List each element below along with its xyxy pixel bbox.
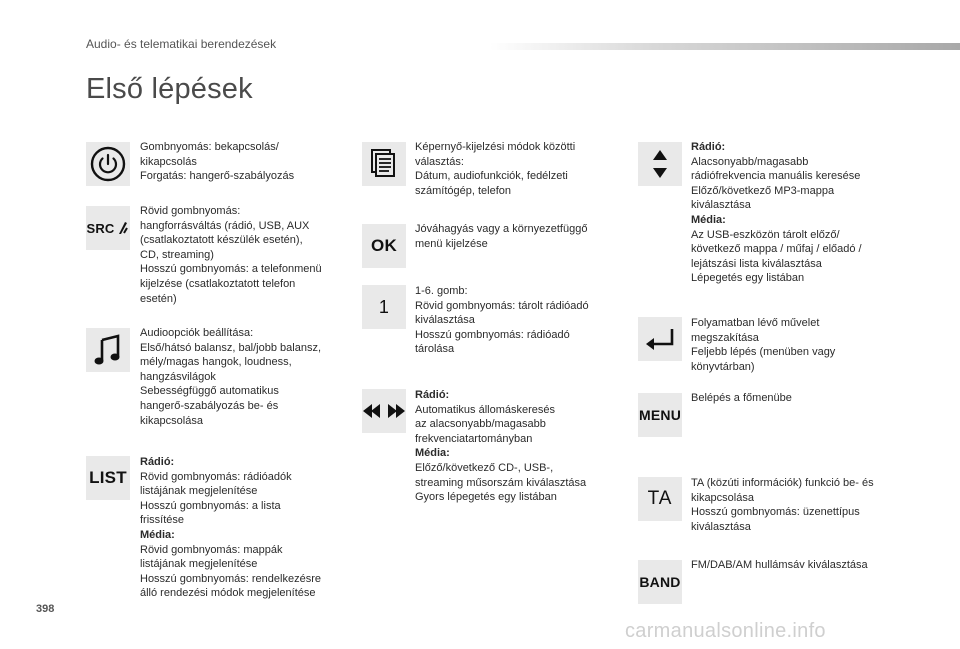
music-note-icon [93, 333, 123, 367]
up-down-button [638, 142, 682, 186]
desc-heading: Média: [415, 447, 450, 460]
ok-button [362, 224, 406, 268]
desc-line: Hosszú gombnyomás: üzenettípus [691, 506, 860, 519]
desc-line: kiválasztása [691, 520, 751, 533]
desc-line: Alacsonyabb/magasabb [691, 155, 809, 168]
desc-line: TA (közúti információk) funkció be- és [691, 477, 874, 489]
desc-line: listájának megjelenítése [140, 485, 258, 498]
header-section-title: Audio- és telematikai berendezések [86, 37, 277, 51]
desc-line: Audioopciók beállítása: [140, 327, 254, 339]
desc-line: választás: [415, 155, 464, 168]
desc-line: Rövid gombnyomás: rádióadók [140, 470, 292, 483]
desc-heading: Rádió: [691, 141, 726, 153]
desc-line: Hosszú gombnyomás: rendelkezésre [140, 572, 321, 585]
desc-line: Rövid gombnyomás: tárolt rádióadó [415, 299, 589, 312]
power-button-description [140, 140, 294, 184]
seek-button [362, 389, 406, 433]
desc-line: Előző/következő MP3-mappa [691, 184, 835, 197]
header-gradient-bar [490, 43, 960, 50]
ta-button-description [691, 476, 874, 534]
up-down-arrows-icon [650, 147, 670, 181]
desc-line: Első/hátsó balansz, bal/jobb balansz, [140, 341, 322, 354]
page-number: 398 [36, 603, 55, 615]
preset-number-description [415, 284, 589, 357]
desc-line: kikapcsolása [140, 414, 203, 427]
desc-line: hangforrásváltás (rádió, USB, AUX [140, 219, 310, 232]
desc-line: rádiófrekvencia manuális keresése [691, 170, 861, 183]
preset-number-button [362, 285, 406, 329]
desc-line: Automatikus állomáskeresés [415, 403, 556, 416]
desc-line: Belépés a főmenübe [691, 392, 792, 404]
desc-line: esetén) [140, 292, 177, 305]
desc-line: Hosszú gombnyomás: rádióadó [415, 328, 570, 341]
src-button [86, 206, 130, 250]
desc-heading: Média: [691, 213, 726, 226]
src-button-description [140, 204, 322, 306]
back-button [638, 317, 682, 361]
desc-line: streaming műsorszám kiválasztása [415, 476, 587, 489]
display-mode-button [362, 142, 406, 186]
preset-number-label: 1 [378, 296, 390, 317]
desc-line: kikapcsolása [691, 491, 754, 504]
list-button [86, 456, 130, 500]
desc-line: 1-6. gomb: [415, 285, 468, 297]
ta-button [638, 477, 682, 521]
desc-line: Sebességfüggő automatikus [140, 385, 279, 398]
band-button-label: BAND [639, 574, 681, 590]
display-mode-description [415, 140, 575, 198]
watermark: carmanualsonline.info [625, 620, 826, 642]
power-icon [90, 146, 126, 182]
desc-line: listájának megjelenítése [140, 558, 258, 571]
desc-line: Hosszú gombnyomás: a lista [140, 499, 281, 512]
desc-line: következő mappa / műfaj / előadó / [691, 243, 862, 256]
menu-button-label: MENU [638, 407, 682, 423]
desc-line: megszakítása [691, 331, 759, 344]
desc-line: Gombnyomás: bekapcsolás/ [140, 141, 279, 153]
desc-line: menü kijelzése [415, 237, 488, 250]
desc-line: hangerő-szabályozás be- és [140, 399, 279, 412]
desc-line: az alacsonyabb/magasabb [415, 418, 546, 431]
desc-line: tárolása [415, 343, 455, 356]
back-arrow-icon [643, 326, 677, 352]
desc-line: hangzásvilágok [140, 370, 216, 383]
desc-heading: Rádió: [140, 456, 175, 468]
src-button-label: SRC [86, 220, 115, 236]
desc-line: Hosszú gombnyomás: a telefonmenü [140, 263, 322, 276]
desc-line: Folyamatban lévő művelet [691, 317, 820, 329]
desc-line: számítógép, telefon [415, 184, 512, 197]
desc-line: frekvenciatartományban [415, 432, 533, 445]
menu-button-description [691, 391, 792, 406]
desc-line: kiválasztása [691, 199, 751, 212]
seek-arrows-icon [363, 401, 405, 421]
seek-button-description [415, 388, 586, 505]
desc-line: Forgatás: hangerő-szabályozás [140, 170, 295, 183]
desc-line: Rövid gombnyomás: [140, 205, 241, 217]
desc-line: Rövid gombnyomás: mappák [140, 543, 283, 556]
desc-line: Előző/következő CD-, USB-, [415, 461, 554, 474]
desc-line: kiválasztása [415, 314, 475, 327]
list-button-label: LIST [89, 468, 127, 487]
desc-line: frissítése [140, 514, 185, 527]
desc-line: Feljebb lépés (menüben vagy [691, 346, 836, 359]
desc-line: Jóváhagyás vagy a környezetfüggő [415, 223, 588, 235]
desc-line: FM/DAB/AM hullámsáv kiválasztása [691, 559, 868, 571]
desc-line: CD, streaming) [140, 248, 214, 261]
desc-line: (csatlakoztatott készülék esetén), [140, 234, 303, 247]
power-button [86, 142, 130, 186]
desc-line: Képernyő-kijelzési módok közötti [415, 141, 576, 153]
desc-line: könyvtárban) [691, 360, 755, 373]
desc-line: Lépegetés egy listában [691, 272, 805, 285]
desc-line: kikapcsolás [140, 155, 197, 168]
page-title: Első lépések [86, 73, 253, 105]
back-button-description [691, 316, 835, 374]
list-button-description [140, 455, 321, 601]
band-button-description [691, 558, 868, 573]
ok-button-description [415, 222, 587, 251]
desc-line: kijelzése (csatlakoztatott telefon [140, 277, 296, 290]
desc-line: Az USB-eszközön tárolt előző/ [691, 228, 840, 241]
desc-line: Gyors lépegetés egy listában [415, 491, 557, 504]
desc-line: álló rendezési módok megjelenítése [140, 587, 316, 600]
display-mode-icon [369, 147, 399, 181]
desc-line: lejátszási lista kiválasztása [691, 257, 822, 270]
band-button [638, 560, 682, 604]
up-down-button-description [691, 140, 862, 286]
desc-heading: Média: [140, 528, 175, 541]
menu-button [638, 393, 682, 437]
ok-button-label: OK [371, 236, 397, 255]
ta-button-label: TA [647, 488, 673, 509]
desc-line: mély/magas hangok, loudness, [140, 356, 292, 369]
phone-icon [116, 220, 130, 236]
audio-options-description [140, 326, 321, 428]
desc-heading: Rádió: [415, 389, 450, 401]
desc-line: Dátum, audiofunkciók, fedélzeti [415, 170, 568, 183]
audio-options-button [86, 328, 130, 372]
